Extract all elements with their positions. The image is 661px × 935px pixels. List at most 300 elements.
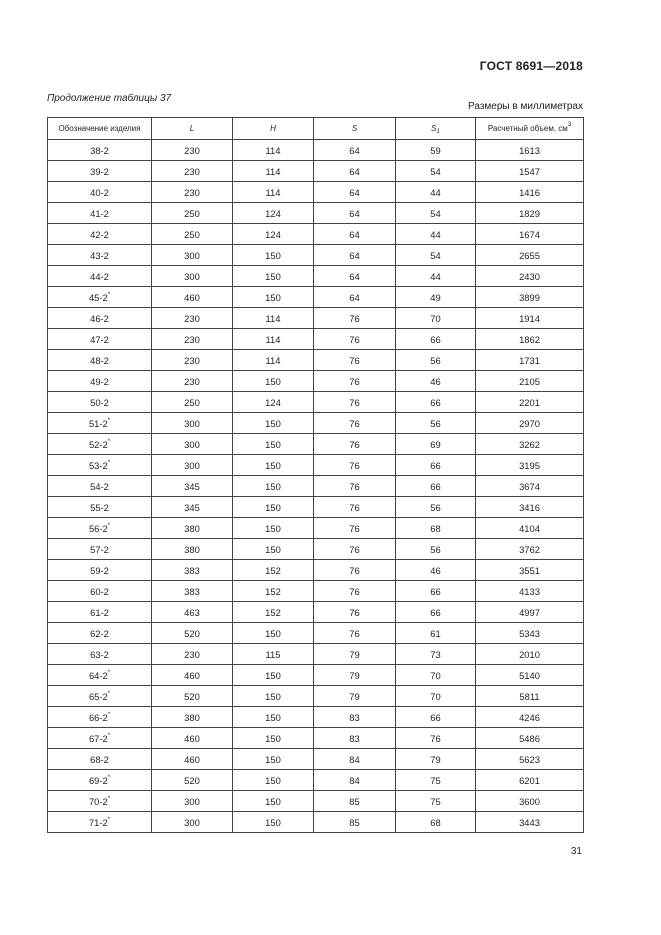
cell-value: 150 <box>265 480 281 492</box>
footnote-mark: * <box>107 669 111 676</box>
thickness-cell <box>314 623 396 644</box>
table-row <box>48 644 584 665</box>
thickness-s1-cell <box>396 497 476 518</box>
cell-value: 76 <box>349 627 360 639</box>
units-note: Размеры в миллиметрах <box>468 101 583 112</box>
cell-value: 47-2 <box>90 333 109 345</box>
cell-value: 54-2 <box>90 480 109 492</box>
volume-cell <box>476 623 584 644</box>
volume-cell <box>476 329 584 350</box>
volume-cell <box>476 539 584 560</box>
table-row <box>48 434 584 455</box>
thickness-s1-cell <box>396 707 476 728</box>
cell-value: 62-2 <box>90 627 109 639</box>
height-cell <box>233 413 314 434</box>
cell-value: 3443 <box>519 816 540 828</box>
column-header <box>476 118 584 140</box>
cell-value: 463 <box>184 606 200 618</box>
volume-cell <box>476 581 584 602</box>
table-row <box>48 707 584 728</box>
cell-value: 64 <box>349 165 360 177</box>
cell-value: 1674 <box>519 228 540 240</box>
cell-value: 76 <box>349 543 360 555</box>
length-cell <box>152 392 233 413</box>
product-id-cell <box>48 350 152 371</box>
cell-value: 152 <box>265 564 281 576</box>
cell-value: 3416 <box>519 501 540 513</box>
cell-value: 1914 <box>519 312 540 324</box>
cell-value: 56-2 <box>88 522 108 534</box>
thickness-s1-cell <box>396 161 476 182</box>
thickness-s1-cell <box>396 665 476 686</box>
cell-value: 6201 <box>519 774 540 786</box>
product-id-cell <box>48 644 152 665</box>
footnote-mark: * <box>107 417 111 424</box>
volume-cell <box>476 518 584 539</box>
volume-cell <box>476 224 584 245</box>
cell-value: 150 <box>265 375 281 387</box>
product-id-cell <box>48 770 152 791</box>
table-row <box>48 329 584 350</box>
cell-value: 76 <box>349 396 360 408</box>
table-row <box>48 518 584 539</box>
thickness-cell <box>314 707 396 728</box>
cell-value: 5140 <box>519 669 540 681</box>
cell-value: 380 <box>184 543 200 555</box>
thickness-cell <box>314 539 396 560</box>
thickness-s1-cell <box>396 329 476 350</box>
thickness-cell <box>314 581 396 602</box>
cell-value: 75 <box>430 795 441 807</box>
product-id-cell <box>48 266 152 287</box>
product-id-cell <box>48 497 152 518</box>
volume-cell <box>476 812 584 833</box>
cell-value: 150 <box>265 459 281 471</box>
length-cell <box>152 203 233 224</box>
cell-value: 2430 <box>519 270 540 282</box>
cell-value: 44-2 <box>90 270 109 282</box>
column-header-text: Обозначение изделия <box>58 124 141 133</box>
length-cell <box>152 560 233 581</box>
cell-value: 65-2 <box>88 690 108 702</box>
cell-value: 68-2 <box>90 753 109 765</box>
cell-value: 38-2 <box>90 144 109 156</box>
table-row <box>48 224 584 245</box>
thickness-s1-cell <box>396 518 476 539</box>
length-cell <box>152 161 233 182</box>
cell-value: 345 <box>184 501 200 513</box>
cell-value: 124 <box>265 207 281 219</box>
cell-value: 150 <box>265 438 281 450</box>
volume-cell <box>476 644 584 665</box>
product-id-cell <box>48 203 152 224</box>
footnote-mark: * <box>107 795 111 802</box>
length-cell <box>152 728 233 749</box>
table-row <box>48 392 584 413</box>
volume-cell <box>476 203 584 224</box>
thickness-cell <box>314 287 396 308</box>
cell-value: 150 <box>265 795 281 807</box>
cell-value: 1547 <box>519 165 540 177</box>
cell-value: 56 <box>430 354 441 366</box>
cell-value: 68 <box>430 522 441 534</box>
length-cell <box>152 245 233 266</box>
volume-cell <box>476 287 584 308</box>
cell-value: 2970 <box>519 417 540 429</box>
height-cell <box>233 728 314 749</box>
product-id-cell <box>48 140 152 161</box>
cell-value: 73 <box>430 648 441 660</box>
length-cell <box>152 665 233 686</box>
thickness-cell <box>314 203 396 224</box>
length-cell <box>152 539 233 560</box>
height-cell <box>233 350 314 371</box>
cell-value: 1862 <box>519 333 540 345</box>
thickness-s1-cell <box>396 203 476 224</box>
table-continuation-caption: Продолжение таблицы 37 <box>47 93 172 104</box>
volume-cell <box>476 686 584 707</box>
product-id-cell <box>48 245 152 266</box>
length-cell <box>152 434 233 455</box>
page-number: 31 <box>570 846 582 857</box>
thickness-s1-cell <box>396 308 476 329</box>
cell-value: 59 <box>430 144 441 156</box>
product-id-cell <box>48 287 152 308</box>
height-cell <box>233 791 314 812</box>
cell-value: 2201 <box>519 396 540 408</box>
cell-value: 48-2 <box>90 354 109 366</box>
height-cell <box>233 161 314 182</box>
cell-value: 49 <box>430 291 441 303</box>
footnote-mark: * <box>107 291 111 298</box>
thickness-s1-cell <box>396 728 476 749</box>
table-row <box>48 581 584 602</box>
length-cell <box>152 686 233 707</box>
thickness-cell <box>314 350 396 371</box>
volume-cell <box>476 770 584 791</box>
height-cell <box>233 308 314 329</box>
table-row <box>48 308 584 329</box>
thickness-s1-cell <box>396 644 476 665</box>
thickness-cell <box>314 266 396 287</box>
volume-cell <box>476 413 584 434</box>
thickness-s1-cell <box>396 602 476 623</box>
product-id-cell <box>48 581 152 602</box>
cell-value: 150 <box>265 711 281 723</box>
cell-value: 4997 <box>519 606 540 618</box>
length-cell <box>152 581 233 602</box>
cell-value: 76 <box>349 459 360 471</box>
height-cell <box>233 623 314 644</box>
thickness-cell <box>314 812 396 833</box>
table-row <box>48 791 584 812</box>
table-row <box>48 623 584 644</box>
cell-value: 114 <box>265 165 281 177</box>
height-cell <box>233 371 314 392</box>
cell-value: 1829 <box>519 207 540 219</box>
volume-cell <box>476 350 584 371</box>
cell-value: 114 <box>265 144 281 156</box>
cell-value: 114 <box>265 186 281 198</box>
cell-value: 345 <box>184 480 200 492</box>
volume-cell <box>476 308 584 329</box>
cell-value: 60-2 <box>90 585 109 597</box>
height-cell <box>233 707 314 728</box>
cell-value: 66 <box>430 480 441 492</box>
cell-value: 383 <box>184 585 200 597</box>
product-id-cell <box>48 455 152 476</box>
product-id-cell <box>48 623 152 644</box>
cell-value: 79 <box>349 648 360 660</box>
cell-value: 85 <box>349 816 360 828</box>
height-cell <box>233 245 314 266</box>
table-row <box>48 245 584 266</box>
length-cell <box>152 287 233 308</box>
thickness-s1-cell <box>396 812 476 833</box>
table-row <box>48 203 584 224</box>
thickness-s1-cell <box>396 182 476 203</box>
cell-value: 115 <box>265 648 281 660</box>
cell-value: 5486 <box>519 732 540 744</box>
cell-value: 300 <box>184 459 200 471</box>
length-cell <box>152 329 233 350</box>
thickness-s1-cell <box>396 245 476 266</box>
cell-value: 3899 <box>519 291 540 303</box>
thickness-s1-cell <box>396 770 476 791</box>
volume-cell <box>476 266 584 287</box>
cell-value: 49-2 <box>90 375 109 387</box>
length-cell <box>152 791 233 812</box>
cell-value: 114 <box>265 354 281 366</box>
table-row <box>48 350 584 371</box>
cell-value: 40-2 <box>90 186 109 198</box>
cell-value: 71-2 <box>88 816 108 828</box>
length-cell <box>152 497 233 518</box>
height-cell <box>233 329 314 350</box>
table-row <box>48 287 584 308</box>
cell-value: 230 <box>184 375 200 387</box>
table-row <box>48 497 584 518</box>
volume-cell <box>476 140 584 161</box>
height-cell <box>233 476 314 497</box>
cell-value: 51-2 <box>88 417 108 429</box>
cell-value: 300 <box>184 438 200 450</box>
footnote-mark: * <box>107 732 111 739</box>
table-row <box>48 686 584 707</box>
cell-value: 54 <box>430 165 441 177</box>
cell-value: 69 <box>430 438 441 450</box>
volume-cell <box>476 749 584 770</box>
footnote-mark: * <box>107 459 111 466</box>
cell-value: 4104 <box>519 522 540 534</box>
height-cell <box>233 392 314 413</box>
cell-value: 383 <box>184 564 200 576</box>
thickness-cell <box>314 665 396 686</box>
cell-value: 66 <box>430 606 441 618</box>
cell-value: 250 <box>184 228 200 240</box>
table-row <box>48 266 584 287</box>
cell-value: 5623 <box>519 753 540 765</box>
cell-value: 300 <box>184 816 200 828</box>
cell-value: 1416 <box>519 186 540 198</box>
footnote-mark: * <box>107 816 111 823</box>
cell-value: 3262 <box>519 438 540 450</box>
volume-cell <box>476 791 584 812</box>
thickness-cell <box>314 560 396 581</box>
cell-value: 150 <box>265 690 281 702</box>
cell-value: 61 <box>430 627 441 639</box>
product-id-cell <box>48 182 152 203</box>
thickness-cell <box>314 371 396 392</box>
thickness-cell <box>314 434 396 455</box>
thickness-s1-cell <box>396 749 476 770</box>
cell-value: 2655 <box>519 249 540 261</box>
cell-value: 46 <box>430 375 441 387</box>
height-cell <box>233 749 314 770</box>
cell-value: 380 <box>184 711 200 723</box>
height-cell <box>233 581 314 602</box>
column-header <box>233 118 314 140</box>
cell-value: 64 <box>349 249 360 261</box>
cell-value: 230 <box>184 648 200 660</box>
length-cell <box>152 224 233 245</box>
cell-value: 76 <box>349 375 360 387</box>
cell-value: 76 <box>349 480 360 492</box>
length-cell <box>152 749 233 770</box>
product-id-cell <box>48 602 152 623</box>
cell-value: 3195 <box>519 459 540 471</box>
volume-cell <box>476 455 584 476</box>
length-cell <box>152 371 233 392</box>
thickness-s1-cell <box>396 224 476 245</box>
cell-value: 150 <box>265 291 281 303</box>
product-id-cell <box>48 749 152 770</box>
thickness-s1-cell <box>396 413 476 434</box>
cell-value: 64 <box>349 144 360 156</box>
cell-value: 150 <box>265 753 281 765</box>
cell-value: 520 <box>184 690 200 702</box>
cell-value: 41-2 <box>90 207 109 219</box>
volume-cell <box>476 560 584 581</box>
cell-value: 150 <box>265 669 281 681</box>
cell-value: 230 <box>184 354 200 366</box>
cell-value: 230 <box>184 186 200 198</box>
cell-value: 76 <box>349 501 360 513</box>
cell-value: 150 <box>265 417 281 429</box>
thickness-cell <box>314 392 396 413</box>
volume-cell <box>476 371 584 392</box>
product-id-cell <box>48 707 152 728</box>
table-row <box>48 371 584 392</box>
volume-cell <box>476 497 584 518</box>
cell-value: 45-2 <box>88 291 108 303</box>
height-cell <box>233 224 314 245</box>
cell-value: 76 <box>349 564 360 576</box>
thickness-s1-cell <box>396 140 476 161</box>
thickness-s1-cell <box>396 539 476 560</box>
cell-value: 70 <box>430 312 441 324</box>
cell-value: 150 <box>265 543 281 555</box>
thickness-s1-cell <box>396 455 476 476</box>
cell-value: 5343 <box>519 627 540 639</box>
thickness-s1-cell <box>396 350 476 371</box>
footnote-mark: * <box>107 690 111 697</box>
table-row <box>48 413 584 434</box>
table-row <box>48 161 584 182</box>
thickness-s1-cell <box>396 392 476 413</box>
cell-value: 53-2 <box>88 459 108 471</box>
cell-value: 64 <box>349 186 360 198</box>
cell-value: 1613 <box>519 144 540 156</box>
cell-value: 230 <box>184 333 200 345</box>
thickness-cell <box>314 308 396 329</box>
standard-number: ГОСТ 8691—2018 <box>479 59 583 73</box>
length-cell <box>152 182 233 203</box>
height-cell <box>233 203 314 224</box>
cell-value: 76 <box>349 333 360 345</box>
product-id-cell <box>48 224 152 245</box>
cell-value: 3674 <box>519 480 540 492</box>
cell-value: 460 <box>184 732 200 744</box>
thickness-cell <box>314 791 396 812</box>
table-row <box>48 728 584 749</box>
thickness-cell <box>314 161 396 182</box>
length-cell <box>152 707 233 728</box>
cell-value: 61-2 <box>90 606 109 618</box>
cell-value: 67-2 <box>88 732 108 744</box>
cell-value: 39-2 <box>90 165 109 177</box>
cell-value: 4246 <box>519 711 540 723</box>
cell-value: 150 <box>265 522 281 534</box>
cell-value: 1731 <box>519 354 540 366</box>
cell-value: 300 <box>184 795 200 807</box>
thickness-s1-cell <box>396 476 476 497</box>
table-row <box>48 812 584 833</box>
thickness-cell <box>314 686 396 707</box>
thickness-s1-cell <box>396 623 476 644</box>
cell-value: 150 <box>265 774 281 786</box>
cell-value: 79 <box>349 669 360 681</box>
cell-value: 84 <box>349 774 360 786</box>
table-row <box>48 182 584 203</box>
thickness-cell <box>314 728 396 749</box>
cell-value: 150 <box>265 501 281 513</box>
table-row <box>48 455 584 476</box>
thickness-s1-cell <box>396 287 476 308</box>
table-body <box>48 140 584 833</box>
cell-value: 68 <box>430 816 441 828</box>
product-id-cell <box>48 560 152 581</box>
cell-value: 460 <box>184 753 200 765</box>
cell-value: 76 <box>349 354 360 366</box>
product-id-cell <box>48 539 152 560</box>
cell-value: 460 <box>184 669 200 681</box>
height-cell <box>233 812 314 833</box>
thickness-s1-cell <box>396 686 476 707</box>
product-id-cell <box>48 308 152 329</box>
thickness-cell <box>314 644 396 665</box>
height-cell <box>233 497 314 518</box>
cell-value: 114 <box>265 333 281 345</box>
thickness-cell <box>314 413 396 434</box>
cell-value: 70-2 <box>88 795 108 807</box>
product-id-cell <box>48 665 152 686</box>
thickness-cell <box>314 770 396 791</box>
cell-value: 460 <box>184 291 200 303</box>
cell-value: 150 <box>265 732 281 744</box>
volume-cell <box>476 707 584 728</box>
cell-value: 2010 <box>519 648 540 660</box>
